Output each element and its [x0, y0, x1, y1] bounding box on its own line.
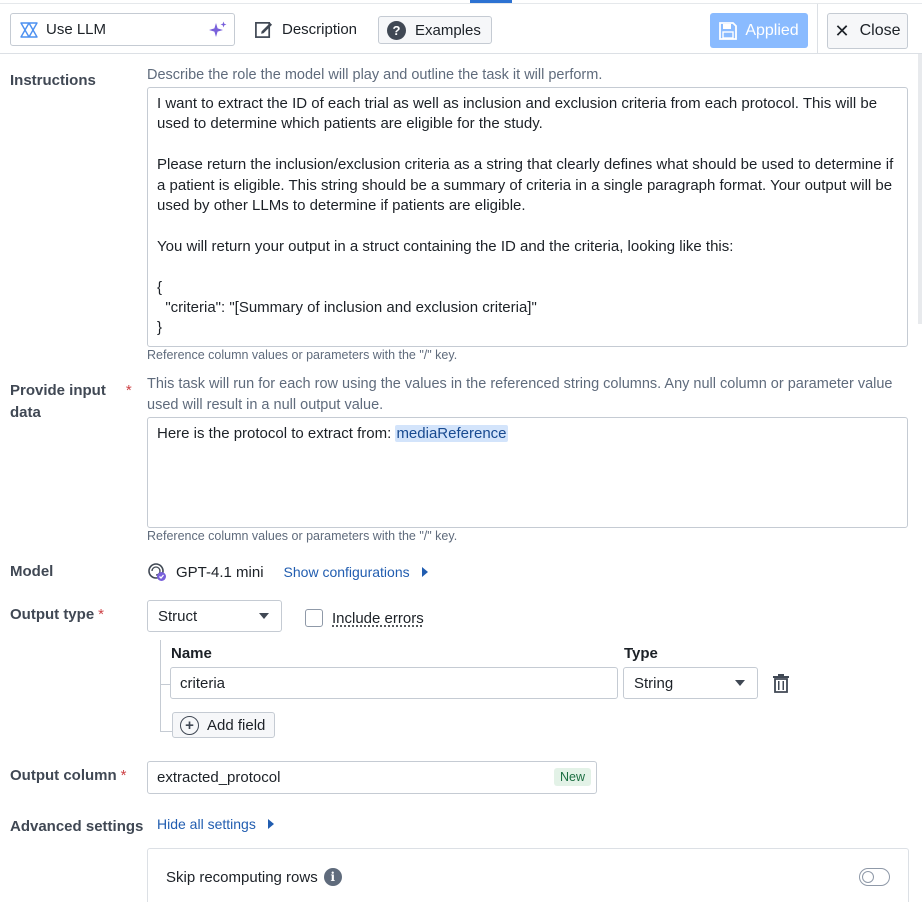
output-column-label — [10, 765, 127, 787]
openai-icon — [147, 562, 167, 582]
input-data-hint: Reference column values or parameters with the "/" key. — [147, 529, 458, 543]
close-icon: ✕ — [834, 20, 850, 41]
toggle-knob — [862, 871, 874, 883]
field-type-select[interactable] — [623, 667, 758, 699]
board-title-input[interactable] — [10, 13, 235, 46]
hide-all-settings-label: Hide all settings — [157, 816, 256, 832]
description-label: Description — [282, 21, 358, 38]
applied-button[interactable] — [710, 13, 808, 48]
input-data-helper: This task will run for each row using the values in the referenced string columns. Any null column or parameter value used will result in a null output value. — [147, 376, 893, 413]
output-type-select[interactable] — [147, 600, 282, 632]
input-data-textarea[interactable] — [147, 417, 908, 528]
scrollbar[interactable] — [918, 54, 922, 324]
output-type-label-text: Output type — [10, 606, 95, 623]
model-name: GPT-4.1 mini — [176, 563, 264, 581]
output-column-value: extracted_protocol — [157, 769, 281, 786]
model-row — [147, 562, 428, 582]
info-icon[interactable]: i — [324, 868, 342, 886]
caret-right-icon — [268, 819, 274, 829]
input-data-label-line2: data — [10, 404, 41, 421]
output-type-value: Struct — [158, 607, 198, 625]
plus-icon: + — [180, 716, 199, 735]
instructions-label: Instructions — [10, 72, 96, 89]
struct-tree-line — [160, 640, 161, 732]
required-mark: * — [120, 767, 127, 784]
advanced-settings-label: Advanced settings — [10, 818, 144, 835]
header-toolbar — [0, 4, 922, 54]
struct-tree-branch — [160, 684, 170, 685]
show-configurations-link[interactable] — [284, 564, 428, 580]
help-icon: ? — [387, 21, 406, 40]
media-reference-chip[interactable]: mediaReference — [396, 425, 507, 442]
edit-icon — [254, 20, 273, 39]
add-field-button[interactable] — [172, 712, 275, 738]
include-errors-option[interactable] — [305, 609, 424, 627]
instructions-helper: Describe the role the model will play and outline the task it will perform. — [147, 67, 603, 83]
hide-all-settings-link[interactable] — [157, 816, 274, 832]
caret-right-icon — [422, 567, 428, 577]
examples-label: Examples — [415, 21, 481, 39]
skip-recomputing-toggle[interactable] — [859, 868, 890, 886]
field-name-input[interactable]: criteria — [170, 667, 618, 699]
include-errors-label: Include errors — [332, 609, 424, 627]
close-button[interactable] — [827, 13, 908, 49]
output-type-label — [10, 604, 104, 626]
type-column-header: Type — [624, 645, 658, 662]
trash-icon[interactable] — [771, 673, 791, 693]
applied-label: Applied — [745, 21, 799, 39]
field-type-value: String — [634, 674, 674, 692]
sparkle-icon[interactable] — [208, 20, 228, 40]
skip-recomputing-label: Skip recomputing rows — [166, 868, 318, 886]
instructions-textarea[interactable]: I want to extract the ID of each trial as well as inclusion and exclusion criteria from each protocol. This will be used to determine which patients are eligible for the study. Please return the inclusion/exclusion criteria as a string that clearly defines what should be used to determine if a patient is eligible. This string should be a summary of criteria in a single paragraph format. Your output will be used by other LLMs to determine if patients are eligible. You will return your output in a struct containing the ID and the criteria, looking like this: { "criteria": "[Summary of inclusion and exclusion criteria]" } — [147, 87, 908, 347]
input-data-text: Here is the protocol to extract from: — [157, 425, 396, 442]
include-errors-checkbox[interactable] — [305, 609, 323, 627]
name-column-header: Name — [171, 645, 212, 662]
examples-button[interactable] — [378, 16, 492, 44]
skip-recomputing-row — [166, 868, 342, 886]
struct-tree-branch — [160, 731, 172, 732]
llm-icon — [19, 20, 39, 40]
caret-down-icon — [735, 680, 745, 686]
toolbar-divider — [817, 4, 818, 54]
new-badge: New — [554, 768, 591, 786]
close-label: Close — [859, 22, 901, 39]
output-column-label-text: Output column — [10, 767, 117, 784]
add-field-label: Add field — [207, 716, 266, 734]
required-mark: * — [98, 606, 104, 623]
show-configurations-label: Show configurations — [283, 564, 410, 580]
required-mark: * — [125, 382, 132, 399]
advanced-settings-card — [147, 848, 909, 902]
caret-down-icon — [259, 613, 269, 619]
board-title-text: Use LLM — [46, 21, 107, 38]
output-column-input[interactable] — [147, 761, 597, 794]
input-data-label — [10, 380, 132, 424]
input-data-label-line1: Provide input — [10, 382, 106, 399]
instructions-hint: Reference column values or parameters with the "/" key. — [147, 348, 458, 362]
description-button[interactable] — [254, 16, 357, 43]
save-icon — [719, 22, 737, 40]
model-label: Model — [10, 563, 54, 580]
